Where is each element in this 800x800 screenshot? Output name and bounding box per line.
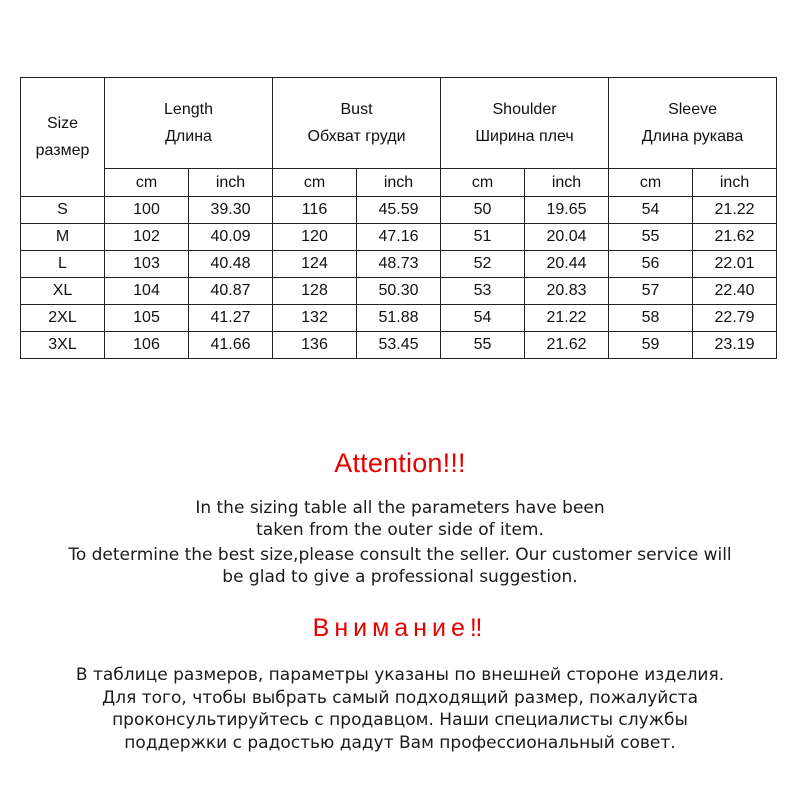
value-cell: 48.73 <box>357 251 441 278</box>
table-header-row <box>21 78 777 169</box>
unit-row <box>21 169 777 197</box>
notice-en-paragraph-2-text: To determine the best size,please consult the seller. Our customer service will be glad to give a professional suggestion. <box>68 545 732 587</box>
size-header-ru: размер <box>35 142 90 159</box>
table-row <box>21 197 777 224</box>
notice-en-paragraph-2 <box>0 544 800 588</box>
size-cell: L <box>21 251 105 278</box>
value-cell: 20.44 <box>525 251 609 278</box>
value-cell: 128 <box>273 278 357 305</box>
table-row <box>21 332 777 359</box>
notice-ru-line-1: В таблице размеров, параметры указаны по внешней стороне изделия. <box>75 665 725 685</box>
value-cell: 54 <box>609 197 693 224</box>
value-cell: 124 <box>273 251 357 278</box>
value-cell: 103 <box>105 251 189 278</box>
value-cell: 120 <box>273 224 357 251</box>
unit-cell-length-cm: cm <box>105 169 189 197</box>
unit-cell-shoulder-inch: inch <box>525 169 609 197</box>
value-cell: 50.30 <box>357 278 441 305</box>
notice-text-ru <box>0 664 800 754</box>
unit-cell-shoulder-cm: cm <box>441 169 525 197</box>
value-cell: 106 <box>105 332 189 359</box>
value-cell: 40.48 <box>189 251 273 278</box>
value-cell: 39.30 <box>189 197 273 224</box>
table-row <box>21 224 777 251</box>
value-cell: 22.40 <box>693 278 777 305</box>
size-cell: S <box>21 197 105 224</box>
value-cell: 102 <box>105 224 189 251</box>
value-cell: 50 <box>441 197 525 224</box>
unit-cell-length-inch: inch <box>189 169 273 197</box>
sleeve-header-en: Sleeve <box>668 101 717 118</box>
value-cell: 59 <box>609 332 693 359</box>
value-cell: 55 <box>609 224 693 251</box>
value-cell: 21.62 <box>693 224 777 251</box>
value-cell: 132 <box>273 305 357 332</box>
table-row <box>21 305 777 332</box>
value-cell: 58 <box>609 305 693 332</box>
value-cell: 45.59 <box>357 197 441 224</box>
bust-header-ru: Обхват груди <box>307 128 406 145</box>
value-cell: 51 <box>441 224 525 251</box>
length-header-cell <box>105 78 273 169</box>
size-cell: M <box>21 224 105 251</box>
value-cell: 21.62 <box>525 332 609 359</box>
unit-cell-bust-inch: inch <box>357 169 441 197</box>
table-row <box>21 278 777 305</box>
value-cell: 21.22 <box>693 197 777 224</box>
size-chart-table <box>20 77 777 359</box>
value-cell: 23.19 <box>693 332 777 359</box>
size-cell: XL <box>21 278 105 305</box>
notice-ru-line-4: поддержки с радостью дадут Вам профессиональный совет. <box>124 732 676 753</box>
size-header-en: Size <box>46 115 79 132</box>
bust-header-cell <box>273 78 441 169</box>
value-cell: 54 <box>441 305 525 332</box>
value-cell: 52 <box>441 251 525 278</box>
shoulder-header-ru: Ширина плеч <box>475 128 574 145</box>
unit-cell-sleeve-cm: cm <box>609 169 693 197</box>
unit-cell-bust-cm: cm <box>273 169 357 197</box>
size-cell: 3XL <box>21 332 105 359</box>
size-header-cell <box>21 78 105 197</box>
value-cell: 41.27 <box>189 305 273 332</box>
notice-en-paragraph-1 <box>0 497 800 541</box>
value-cell: 40.87 <box>189 278 273 305</box>
value-cell: 100 <box>105 197 189 224</box>
value-cell: 105 <box>105 305 189 332</box>
value-cell: 51.88 <box>357 305 441 332</box>
notice-text-en <box>0 497 800 588</box>
value-cell: 55 <box>441 332 525 359</box>
value-cell: 56 <box>609 251 693 278</box>
value-cell: 136 <box>273 332 357 359</box>
length-header-en: Length <box>164 101 213 118</box>
value-cell: 40.09 <box>189 224 273 251</box>
sleeve-header-ru: Длина рукава <box>641 128 744 145</box>
sleeve-header-cell <box>609 78 777 169</box>
value-cell: 104 <box>105 278 189 305</box>
notice-en-paragraph-1-text: In the sizing table all the parameters have been taken from the outer side of item. <box>195 498 605 540</box>
value-cell: 53.45 <box>357 332 441 359</box>
notice-ru-line-2: Для того, чтобы выбрать самый подходящий размер, пожалуйста <box>101 687 699 708</box>
bust-header-en: Bust <box>340 101 373 118</box>
shoulder-header-cell <box>441 78 609 169</box>
value-cell: 20.83 <box>525 278 609 305</box>
size-cell: 2XL <box>21 305 105 332</box>
value-cell: 53 <box>441 278 525 305</box>
length-header-ru: Длина <box>165 128 212 145</box>
unit-cell-sleeve-inch: inch <box>693 169 777 197</box>
value-cell: 21.22 <box>525 305 609 332</box>
value-cell: 22.79 <box>693 305 777 332</box>
shoulder-header-en: Shoulder <box>492 101 557 118</box>
value-cell: 41.66 <box>189 332 273 359</box>
value-cell: 20.04 <box>525 224 609 251</box>
attention-title-en: Attention!!! <box>334 448 466 478</box>
value-cell: 57 <box>609 278 693 305</box>
value-cell: 47.16 <box>357 224 441 251</box>
value-cell: 22.01 <box>693 251 777 278</box>
attention-title-ru: Внимание‼ <box>312 614 488 642</box>
notice-ru-line-3: проконсультируйтесь с продавцом. Наши специалисты службы <box>112 710 688 730</box>
value-cell: 116 <box>273 197 357 224</box>
table-row <box>21 251 777 278</box>
value-cell: 19.65 <box>525 197 609 224</box>
